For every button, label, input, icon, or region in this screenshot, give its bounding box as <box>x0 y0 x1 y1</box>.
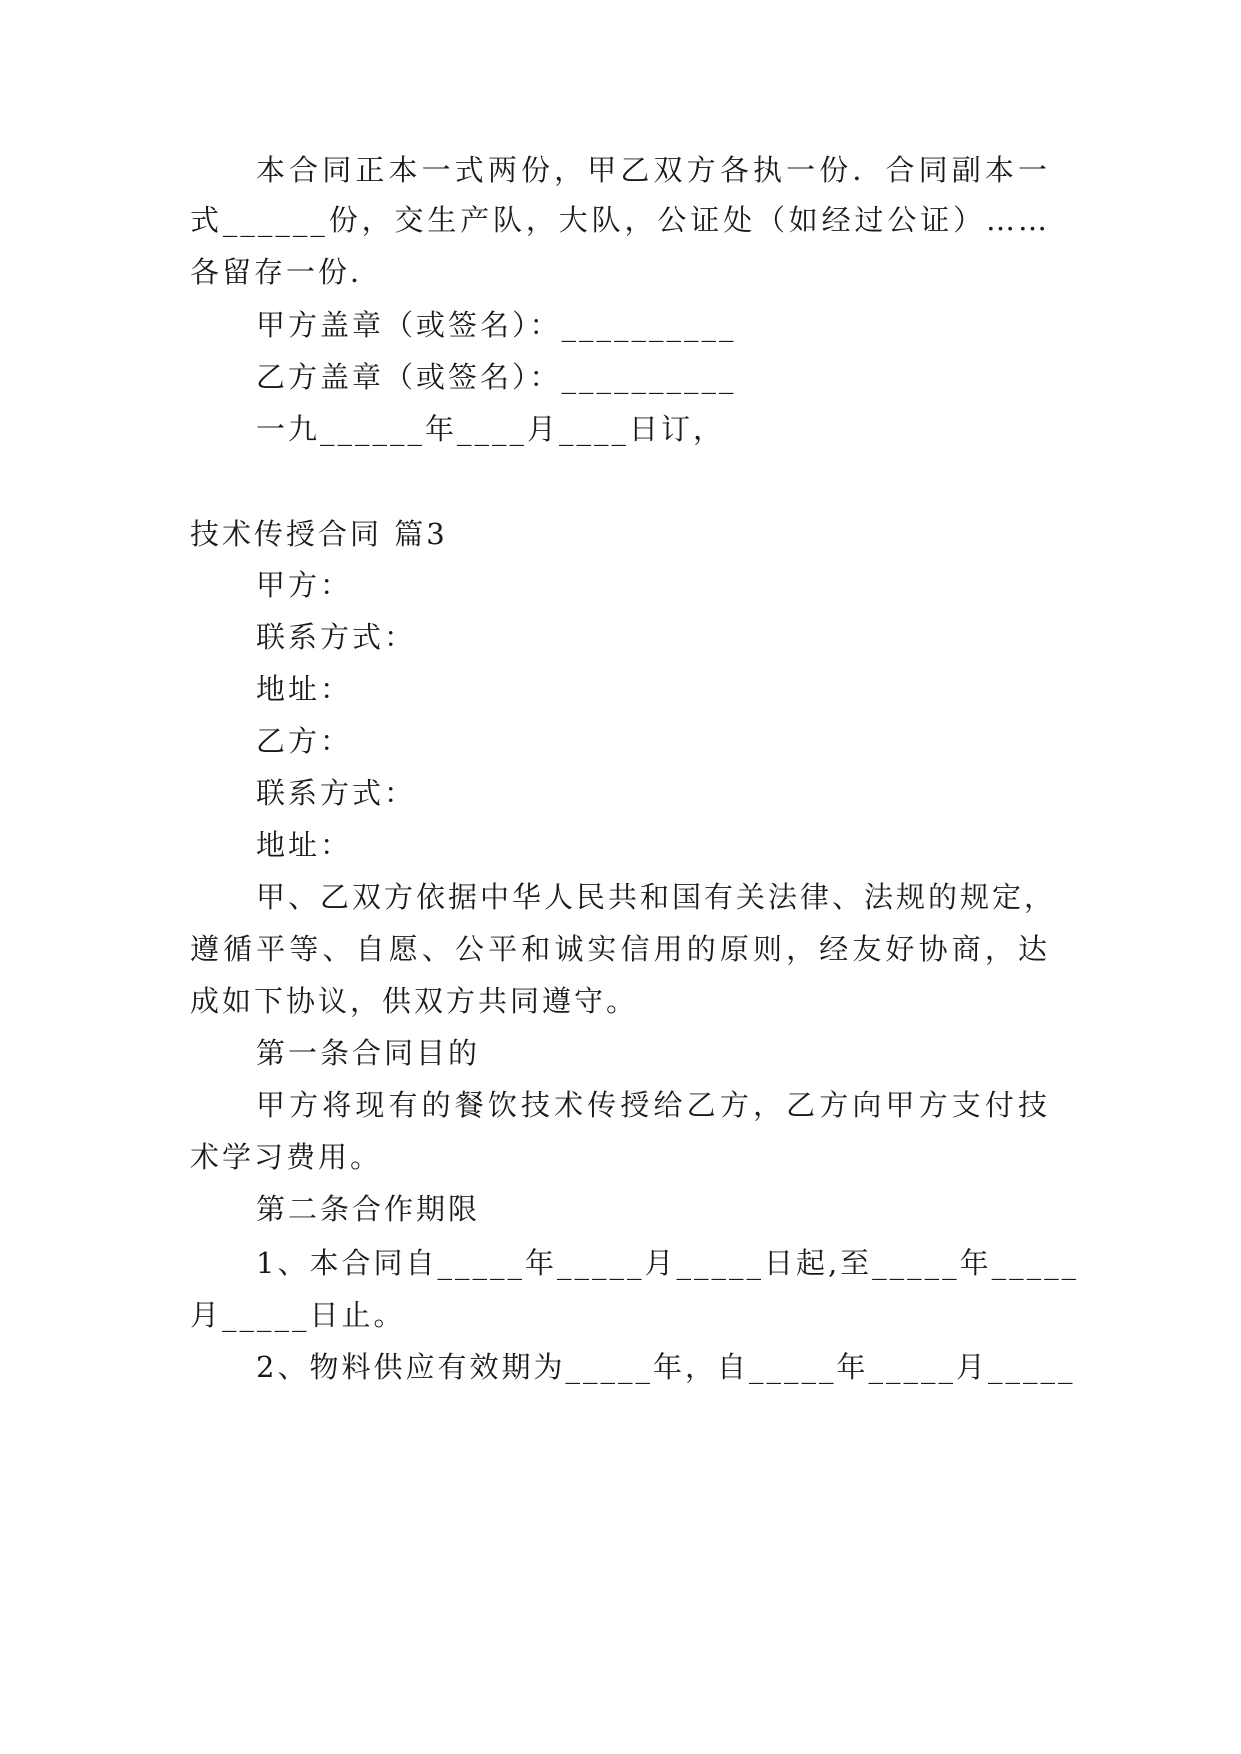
paragraph-line: 遵循平等、自愿、公平和诚实信用的原则，经友好协商，达 <box>190 932 1050 966</box>
party-b-label: 乙方： <box>256 724 353 758</box>
paragraph-line: 术学习费用。 <box>190 1140 383 1174</box>
paragraph-line: 2、物料供应有效期为_____年，自_____年_____月_____ <box>256 1350 1076 1384</box>
party-a-label: 甲方： <box>256 568 353 602</box>
paragraph-line: 甲、乙双方依据中华人民共和国有关法律、法规的规定， <box>256 880 1057 914</box>
address-label: 地址： <box>256 672 353 706</box>
article-heading: 第二条合作期限 <box>256 1192 481 1226</box>
paragraph-line: 月_____日止。 <box>190 1298 406 1332</box>
address-label: 地址： <box>256 828 353 862</box>
paragraph-line: 本合同正本一式两份，甲乙双方各执一份．合同副本一 <box>256 153 1050 187</box>
party-b-signature-line: 乙方盖章（或签名）：__________ <box>256 360 737 394</box>
contact-label: 联系方式： <box>256 776 417 810</box>
paragraph-line: 甲方将现有的餐饮技术传授给乙方，乙方向甲方支付技 <box>256 1088 1050 1122</box>
party-a-signature-line: 甲方盖章（或签名）：__________ <box>256 308 737 342</box>
paragraph-line: 1、本合同自_____年_____月_____日起,至_____年_____ <box>256 1246 1080 1280</box>
contact-label: 联系方式： <box>256 620 417 654</box>
paragraph-line: 各留存一份． <box>190 255 383 289</box>
date-line: 一九______年____月____日订， <box>256 412 726 446</box>
paragraph-line: 成如下协议，供双方共同遵守。 <box>190 984 639 1018</box>
paragraph-line: 式______份，交生产队，大队，公证处（如经过公证）…… <box>190 203 1050 237</box>
article-heading: 第一条合同目的 <box>256 1036 481 1070</box>
section-title: 技术传授合同 篇3 <box>190 517 448 551</box>
